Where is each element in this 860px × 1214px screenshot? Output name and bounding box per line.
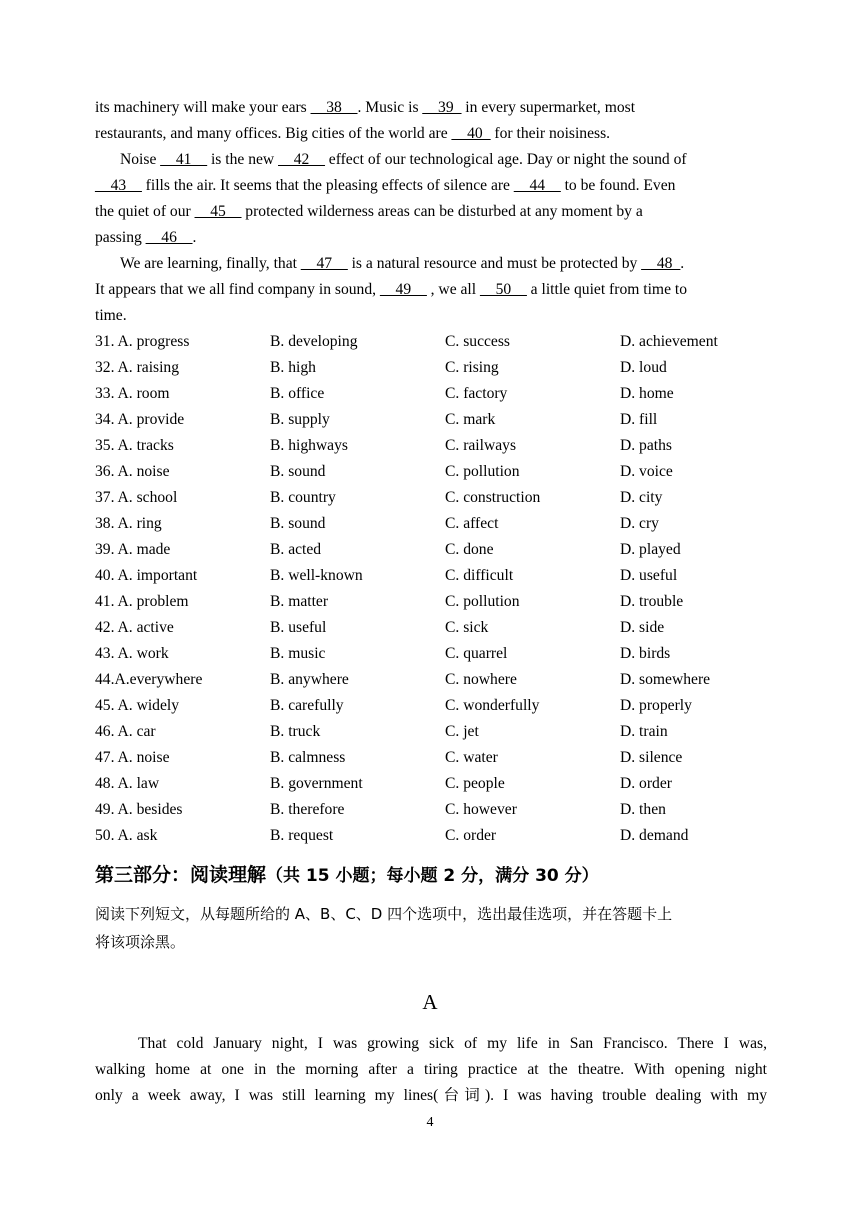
option-choice: 40. A. important xyxy=(95,567,198,584)
option-row xyxy=(95,459,775,485)
option-choice: B. sound xyxy=(270,515,326,532)
cloze-line xyxy=(95,251,767,277)
cloze-line xyxy=(95,225,767,251)
cloze-line xyxy=(95,303,767,329)
option-choice: B. high xyxy=(270,359,316,376)
option-row xyxy=(95,797,775,823)
option-choice: 44.A.everywhere xyxy=(95,671,203,688)
option-choice: C. jet xyxy=(445,723,479,740)
cloze-text: We are learning, finally, that xyxy=(120,255,301,272)
option-choice: B. sound xyxy=(270,463,326,480)
option-choice: C. success xyxy=(445,333,510,350)
option-row xyxy=(95,511,775,537)
option-choice: D. demand xyxy=(620,827,689,844)
option-choice: 32. A. raising xyxy=(95,359,180,376)
option-choice: D. achievement xyxy=(620,333,718,350)
cloze-text: is the new xyxy=(207,151,279,168)
option-choice: C. railways xyxy=(445,437,517,454)
cloze-line xyxy=(95,277,767,303)
option-choice: B. calmness xyxy=(270,749,346,766)
option-choice: 48. A. law xyxy=(95,775,160,792)
option-choice: 37. A. school xyxy=(95,489,178,506)
option-choice: C. water xyxy=(445,749,498,766)
cloze-text: It appears that we all find company in sound, xyxy=(95,281,380,298)
option-row xyxy=(95,693,775,719)
cloze-text: for their noisiness. xyxy=(490,125,611,142)
option-choice: B. well-known xyxy=(270,567,363,584)
option-choice: D. voice xyxy=(620,463,673,480)
option-choice: D. fill xyxy=(620,411,658,428)
option-row xyxy=(95,589,775,615)
option-choice: D. trouble xyxy=(620,593,684,610)
option-choice: 41. A. problem xyxy=(95,593,189,610)
option-choice: D. side xyxy=(620,619,665,636)
section-title: 第三部分：阅读理解 xyxy=(95,864,267,886)
cloze-paragraph-1 xyxy=(95,95,767,147)
option-choice: D. paths xyxy=(620,437,672,454)
option-choice: C. difficult xyxy=(445,567,514,584)
cloze-text: restaurants, and many offices. Big cities of the world are xyxy=(95,125,452,142)
section-subtitle: （共 15 小题；每小题 2 分，满分 30 分） xyxy=(266,866,599,886)
option-choice: B. request xyxy=(270,827,334,844)
option-choice: 46. A. car xyxy=(95,723,156,740)
passage-line: walking home at one in the morning after a tiring practice at the theatre. With opening night xyxy=(95,1061,767,1078)
cloze-text: protected wilderness areas can be disturbed at any moment by a xyxy=(241,203,643,220)
cloze-text: the quiet of our xyxy=(95,203,195,220)
option-choice: D. train xyxy=(620,723,668,740)
option-choice: C. affect xyxy=(445,515,499,532)
option-choice: 35. A. tracks xyxy=(95,437,174,454)
option-choice: C. quarrel xyxy=(445,645,508,662)
blank-44: __44__ xyxy=(513,177,561,194)
passage-letter: A xyxy=(422,990,438,1014)
cloze-text: in every supermarket, most xyxy=(461,99,636,116)
section-heading xyxy=(95,860,599,887)
option-choice: 38. A. ring xyxy=(95,515,162,532)
option-choice: B. truck xyxy=(270,723,321,740)
passage-line: That cold January night, I was growing sick of my life in San Francisco. There I was, xyxy=(138,1035,767,1052)
option-row xyxy=(95,537,775,563)
option-choice: 47. A. noise xyxy=(95,749,170,766)
option-choice: B. useful xyxy=(270,619,327,636)
option-choice: B. government xyxy=(270,775,363,792)
option-row xyxy=(95,407,775,433)
blank-43: __43__ xyxy=(95,177,142,194)
blank-47: __47__ xyxy=(300,255,348,272)
blank-40: __40_ xyxy=(451,125,491,142)
option-choice: 31. A. progress xyxy=(95,333,190,350)
option-choice: 39. A. made xyxy=(95,541,171,558)
cloze-text: a little quiet from time to xyxy=(526,281,688,298)
blank-45: __45__ xyxy=(194,203,242,220)
option-choice: D. loud xyxy=(620,359,667,376)
option-row xyxy=(95,485,775,511)
option-row xyxy=(95,719,775,745)
cloze-text: . xyxy=(680,255,685,272)
option-choice: D. silence xyxy=(620,749,683,766)
cloze-text: effect of our technological age. Day or night the sound of xyxy=(324,151,687,168)
cloze-text: to be found. Even xyxy=(560,177,676,194)
option-choice: C. rising xyxy=(445,359,499,376)
section-instructions xyxy=(95,900,767,956)
option-choice: C. sick xyxy=(445,619,489,636)
cloze-text: fills the air. It seems that the pleasing effects of silence are xyxy=(141,177,514,194)
cloze-text: , we all xyxy=(426,281,480,298)
option-choice: B. matter xyxy=(270,593,329,610)
option-choice: D. home xyxy=(620,385,674,402)
option-row xyxy=(95,563,775,589)
cloze-paragraph-3 xyxy=(95,251,767,329)
option-choice: D. order xyxy=(620,775,672,792)
option-row xyxy=(95,615,775,641)
option-choice: B. acted xyxy=(270,541,322,558)
option-choice: 49. A. besides xyxy=(95,801,183,818)
option-choice: D. city xyxy=(620,489,663,506)
cloze-text: Noise xyxy=(120,151,161,168)
cloze-text: passing xyxy=(95,229,146,246)
instructions-line: 阅读下列短文，从每题所给的 A、B、C、D 四个选项中，选出最佳选项，并在答题卡上 xyxy=(95,905,673,923)
option-row xyxy=(95,381,775,407)
cloze-line xyxy=(95,147,767,173)
page-number: 4 xyxy=(426,1115,434,1130)
option-row xyxy=(95,667,775,693)
blank-41: __41__ xyxy=(160,151,208,168)
option-choice: B. therefore xyxy=(270,801,345,818)
option-choice: B. office xyxy=(270,385,325,402)
cloze-text: its machinery will make your ears xyxy=(95,99,311,116)
blank-39: __39_ xyxy=(422,99,462,116)
blank-48: __48_ xyxy=(641,255,681,272)
option-choice: B. highways xyxy=(270,437,348,454)
cloze-line xyxy=(95,199,767,225)
option-choice: 36. A. noise xyxy=(95,463,170,480)
option-choice: D. useful xyxy=(620,567,678,584)
option-choice: 43. A. work xyxy=(95,645,169,662)
option-choice: C. order xyxy=(445,827,497,844)
cloze-paragraph-2 xyxy=(95,147,767,251)
option-choice: B. developing xyxy=(270,333,358,350)
option-choice: B. music xyxy=(270,645,326,662)
option-choice: 33. A. room xyxy=(95,385,170,402)
option-choice: C. people xyxy=(445,775,505,792)
option-choice: C. however xyxy=(445,801,517,818)
option-choice: D. somewhere xyxy=(620,671,711,688)
option-choice: C. pollution xyxy=(445,463,520,480)
option-choice: D. played xyxy=(620,541,681,558)
option-choice: B. anywhere xyxy=(270,671,349,688)
option-choice: D. properly xyxy=(620,697,692,714)
option-row xyxy=(95,433,775,459)
blank-46: __46__ xyxy=(145,229,193,246)
option-choice: C. factory xyxy=(445,385,508,402)
option-row xyxy=(95,823,775,849)
cloze-line xyxy=(95,121,767,147)
option-choice: B. supply xyxy=(270,411,330,428)
instructions-line: 将该项涂黑。 xyxy=(95,933,186,951)
option-row xyxy=(95,641,775,667)
option-choice: 34. A. provide xyxy=(95,411,185,428)
passage-text xyxy=(95,1031,767,1109)
blank-50: __50__ xyxy=(480,281,527,298)
option-choice: C. pollution xyxy=(445,593,520,610)
option-choice: B. carefully xyxy=(270,697,344,714)
blank-42: __42__ xyxy=(278,151,325,168)
answer-options-list xyxy=(95,329,775,849)
option-choice: D. then xyxy=(620,801,666,818)
option-choice: C. done xyxy=(445,541,494,558)
cloze-text: . xyxy=(192,229,197,246)
passage-line: only a week away, I was still learning my lines(台词). I was having trouble dealing with my xyxy=(95,1087,767,1104)
option-choice: D. cry xyxy=(620,515,659,532)
option-choice: C. nowhere xyxy=(445,671,517,688)
cloze-text: . Music is xyxy=(357,99,423,116)
option-row xyxy=(95,329,775,355)
option-row xyxy=(95,771,775,797)
option-choice: C. construction xyxy=(445,489,541,506)
option-choice: D. birds xyxy=(620,645,671,662)
option-choice: C. mark xyxy=(445,411,496,428)
cloze-text: is a natural resource and must be protected by xyxy=(347,255,642,272)
cloze-text: time. xyxy=(95,307,127,324)
option-choice: B. country xyxy=(270,489,336,506)
option-choice: 45. A. widely xyxy=(95,697,180,714)
cloze-line xyxy=(95,173,767,199)
option-choice: C. wonderfully xyxy=(445,697,540,714)
option-choice: 50. A. ask xyxy=(95,827,158,844)
blank-49: __49__ xyxy=(379,281,427,298)
cloze-line xyxy=(95,95,767,121)
blank-38: __38__ xyxy=(310,99,358,116)
option-row xyxy=(95,355,775,381)
option-row xyxy=(95,745,775,771)
option-choice: 42. A. active xyxy=(95,619,174,636)
